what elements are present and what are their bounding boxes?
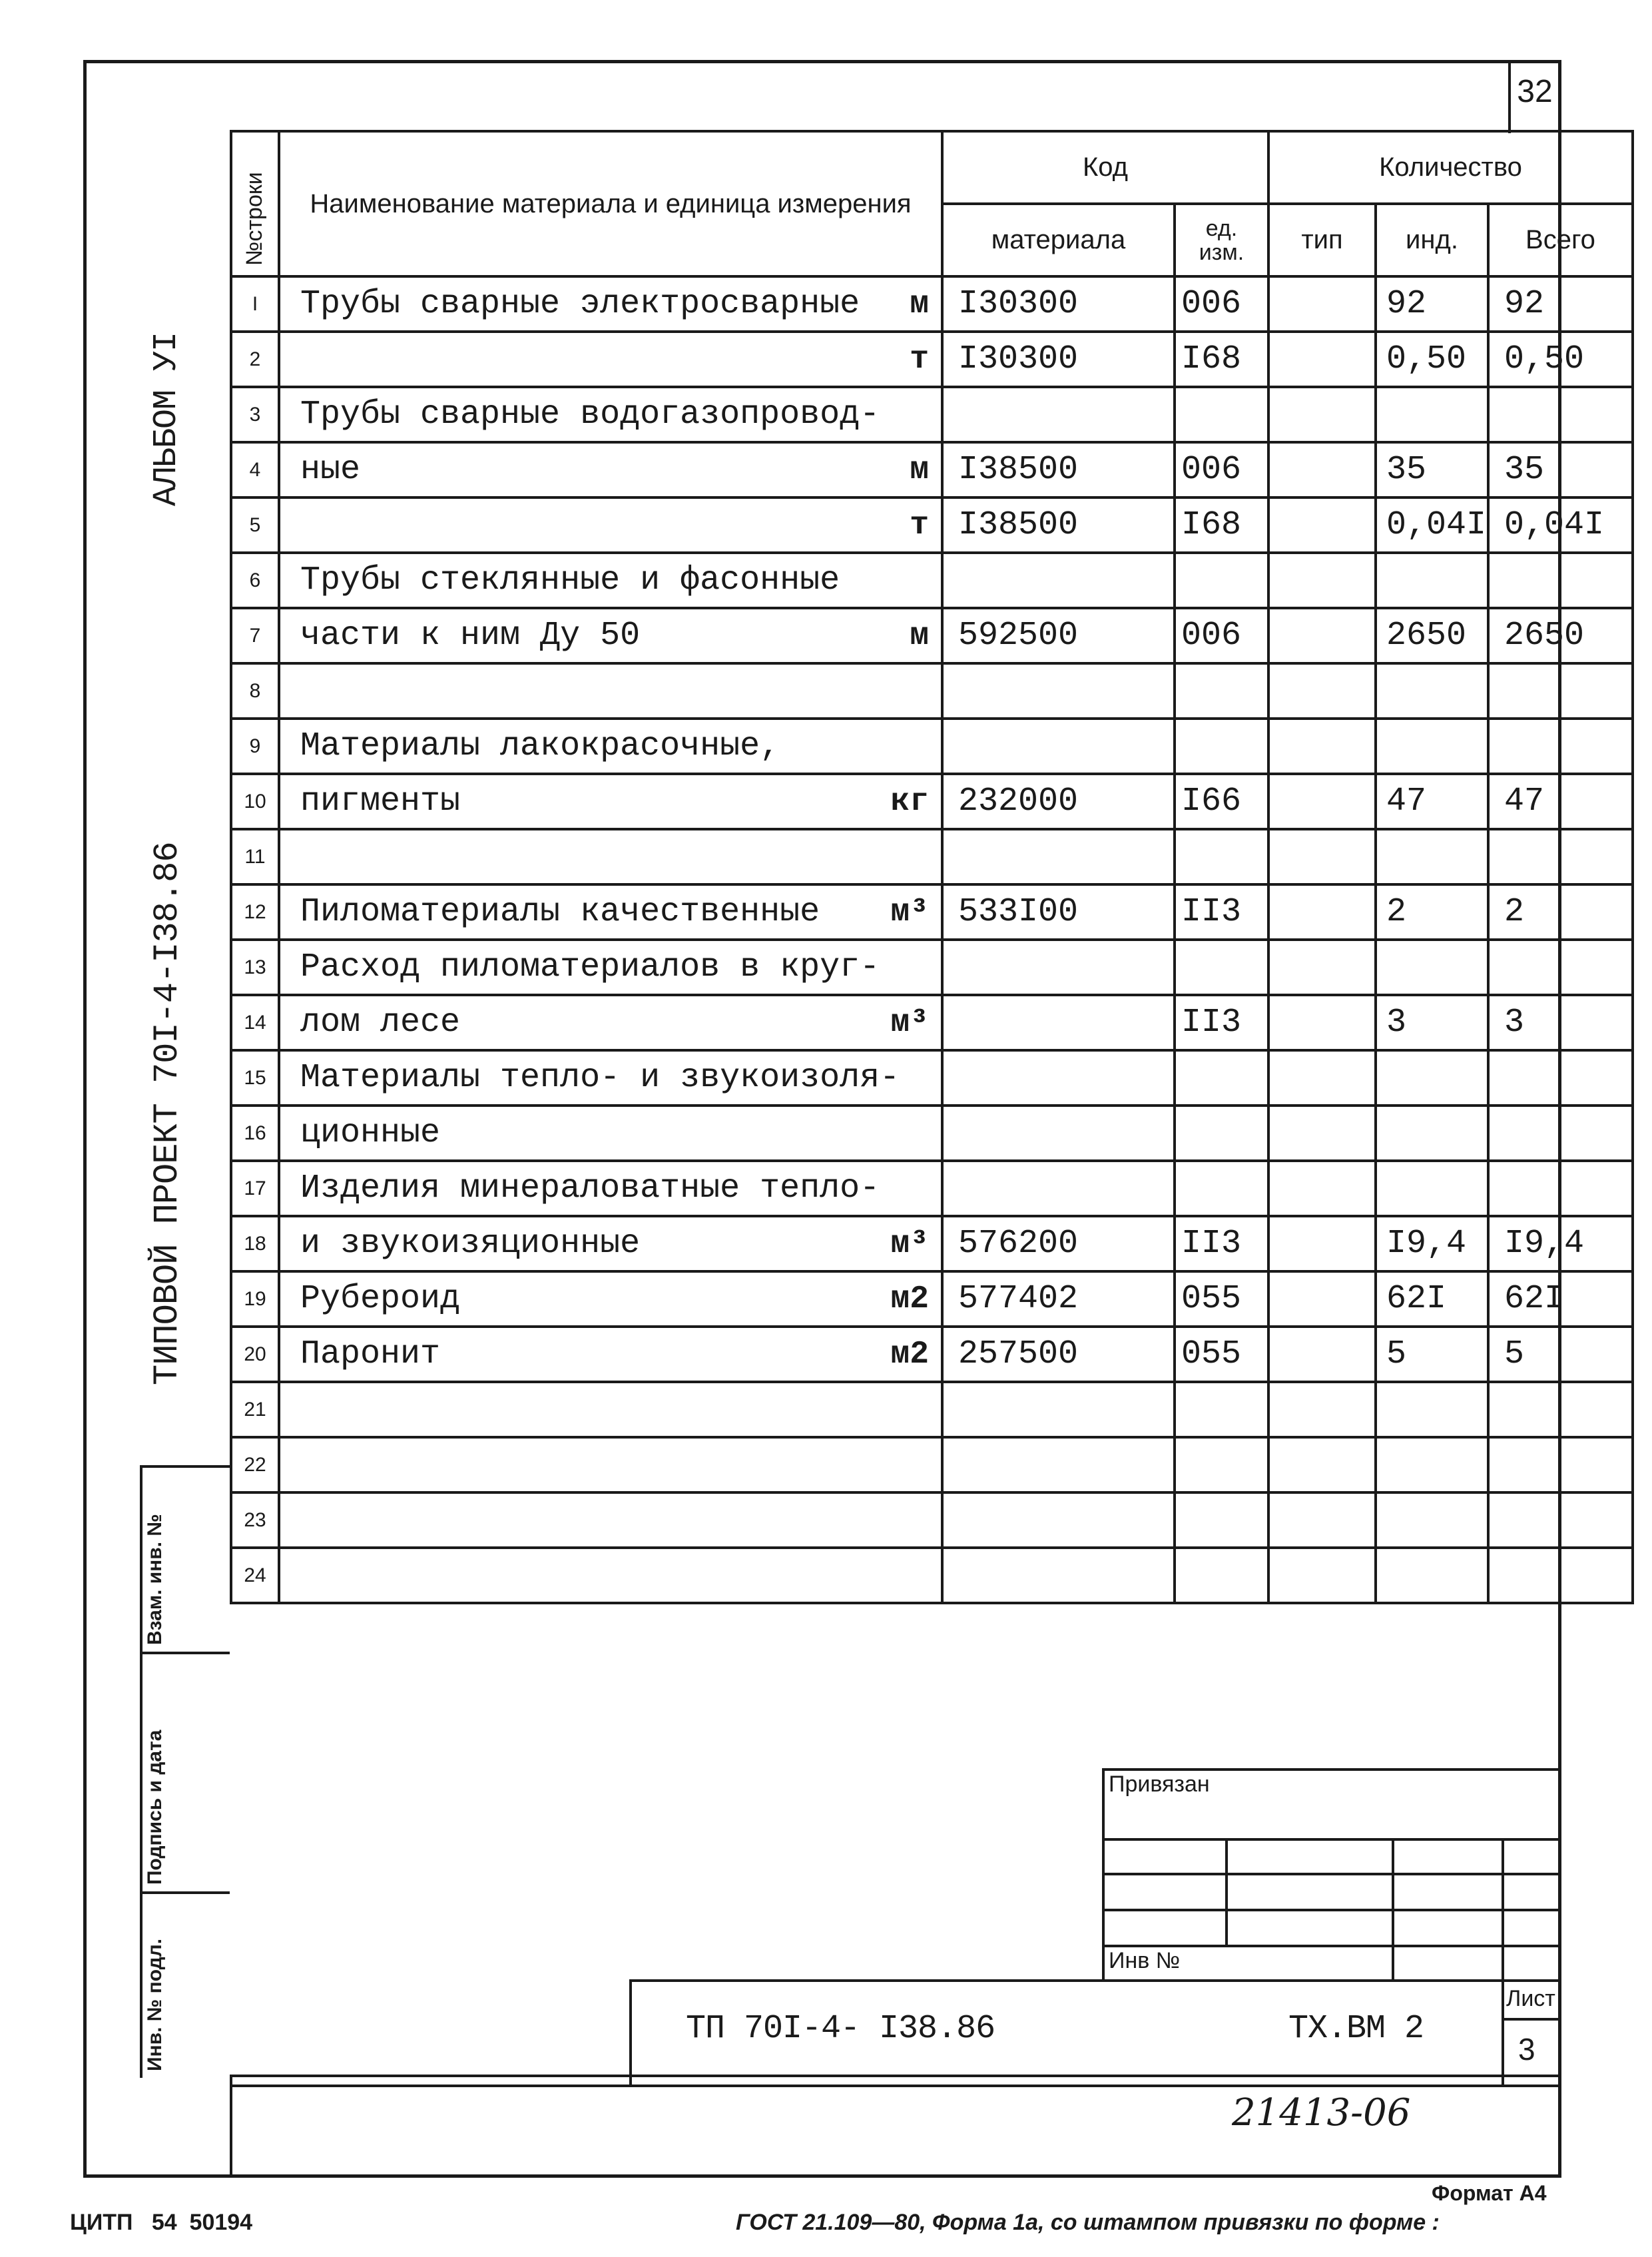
row-ind: 62I <box>1386 1280 1447 1318</box>
row-number: 14 <box>231 995 279 1050</box>
strip-sep2 <box>140 1652 230 1654</box>
row-unit: м <box>910 286 929 322</box>
row-material-code <box>944 672 958 710</box>
row-unit-code: I68 <box>1181 506 1242 544</box>
row-name-cell <box>279 1050 942 1106</box>
table-row <box>231 1437 1633 1492</box>
row-name: Трубы сварные электросварные <box>300 285 860 323</box>
table-row <box>231 1548 1633 1603</box>
row-unit-code: I66 <box>1181 783 1242 820</box>
row-number: 22 <box>231 1437 279 1492</box>
row-name: части к ним Ду 50 <box>300 617 641 655</box>
header-tip: тип <box>1268 204 1376 276</box>
row-unit-code <box>1176 1169 1181 1207</box>
row-name: Трубы сварные водогазопровод- <box>300 396 880 434</box>
row-number: 21 <box>231 1382 279 1437</box>
row-name <box>280 1501 300 1539</box>
row-number: 12 <box>231 884 279 940</box>
table-row <box>231 829 1633 884</box>
row-total: 35 <box>1504 451 1545 489</box>
row-material-code: 577402 <box>958 1280 1079 1318</box>
row-name-cell <box>279 1492 942 1548</box>
row-name-cell <box>279 497 942 553</box>
priv-v2 <box>1392 1838 1394 1981</box>
privyazan-label: Привязан <box>1109 1772 1210 1797</box>
row-ind: 2650 <box>1386 617 1467 655</box>
row-ind <box>1377 1059 1386 1097</box>
row-unit-code <box>1176 948 1181 986</box>
row-ind: 0,50 <box>1386 340 1467 378</box>
row-ind <box>1377 396 1386 434</box>
header-name: Наименование материала и единица измерения <box>279 131 942 276</box>
table-row <box>231 774 1633 829</box>
strip-sep1 <box>140 1465 230 1468</box>
row-name-cell <box>279 829 942 884</box>
row-total <box>1490 948 1504 986</box>
row-total <box>1490 1114 1504 1152</box>
format-label: Формат А4 <box>1432 2181 1547 2205</box>
row-ind: 3 <box>1386 1004 1407 1042</box>
row-material-code <box>944 1169 958 1207</box>
row-unit-code <box>1176 1059 1181 1097</box>
row-unit-code: 006 <box>1181 617 1242 655</box>
stamp-left <box>230 2075 232 2174</box>
frame-bottom <box>83 2174 1561 2178</box>
row-number: 2 <box>231 332 279 387</box>
row-total <box>1490 1391 1504 1429</box>
title-bottom <box>230 2085 1558 2087</box>
row-unit-code <box>1176 561 1181 599</box>
podpis-label: Подпись и дата <box>144 1730 166 1885</box>
materials-table <box>230 130 1634 1604</box>
row-name: Расход пиломатериалов в круг- <box>300 948 880 986</box>
row-material-code: 576200 <box>958 1225 1079 1263</box>
row-unit-code <box>1176 396 1181 434</box>
priv-h1 <box>1102 1838 1558 1841</box>
priv-h3 <box>1102 1909 1558 1911</box>
row-material-code <box>944 1114 958 1152</box>
row-name-cell <box>279 995 942 1050</box>
row-unit-code: II3 <box>1181 1004 1242 1042</box>
row-name-cell <box>279 442 942 497</box>
row-name-cell <box>279 774 942 829</box>
row-ind <box>1377 838 1386 876</box>
header-total: Всего <box>1488 204 1633 276</box>
row-name: пигменты <box>300 783 461 820</box>
row-material-code <box>944 1391 958 1429</box>
table-row <box>231 332 1633 387</box>
row-number: 10 <box>231 774 279 829</box>
row-number: 23 <box>231 1492 279 1548</box>
row-material-code <box>944 1004 958 1042</box>
row-unit-code: 006 <box>1181 451 1242 489</box>
row-name: Материалы тепло- и звукоизоля- <box>300 1059 900 1097</box>
row-unit-code: II3 <box>1181 1225 1242 1263</box>
row-name: Рубероид <box>300 1280 461 1318</box>
table-row <box>231 995 1633 1050</box>
row-ind <box>1377 1391 1386 1429</box>
table-row <box>231 1216 1633 1271</box>
row-ind <box>1377 1114 1386 1152</box>
row-number: 20 <box>231 1327 279 1382</box>
row-total: 92 <box>1504 285 1545 323</box>
row-material-code: I30300 <box>958 285 1079 323</box>
row-name: Пиломатериалы качественные <box>300 893 820 931</box>
row-unit: кг <box>890 783 929 820</box>
row-material-code <box>944 396 958 434</box>
row-material-code <box>944 1556 958 1594</box>
row-material-code: 533I00 <box>958 893 1079 931</box>
row-total: 2650 <box>1504 617 1585 655</box>
priv-top <box>1102 1768 1558 1771</box>
row-unit-code <box>1176 1391 1181 1429</box>
row-name-cell <box>279 1437 942 1492</box>
doc-mark: ТХ.ВМ 2 <box>1288 2010 1424 2048</box>
row-unit: т <box>910 341 929 378</box>
row-name-cell <box>279 1327 942 1382</box>
priv-h4 <box>1102 1945 1558 1947</box>
row-name <box>280 1556 300 1594</box>
row-name: ционные <box>300 1114 441 1152</box>
inv-podl-label: Инв. № подл. <box>144 1938 166 2071</box>
stamp-top <box>230 2075 1558 2077</box>
row-unit-code <box>1176 1501 1181 1539</box>
row-total: 3 <box>1504 1004 1525 1042</box>
row-name-cell <box>279 387 942 442</box>
row-material-code <box>944 1501 958 1539</box>
row-total <box>1490 838 1504 876</box>
row-number: 15 <box>231 1050 279 1106</box>
row-unit-code: II3 <box>1181 893 1242 931</box>
row-ind <box>1377 1556 1386 1594</box>
row-unit: м <box>910 452 929 488</box>
doc-code: ТП 70I-4- I38.86 <box>686 2010 995 2048</box>
row-number: 19 <box>231 1271 279 1327</box>
row-name <box>280 672 300 710</box>
row-name-cell <box>279 1161 942 1216</box>
handwritten-number: 21413-06 <box>1232 2091 1411 2134</box>
row-number: 24 <box>231 1548 279 1603</box>
row-unit-code <box>1176 727 1181 765</box>
row-ind: 92 <box>1386 285 1427 323</box>
project-label: ТИПОВОЙ ПРОЕКТ 70I-4-I38.86 <box>148 842 187 1385</box>
row-total: 47 <box>1504 783 1545 820</box>
table-row <box>231 608 1633 663</box>
frame-left <box>83 60 87 2178</box>
row-unit-code <box>1176 1446 1181 1484</box>
row-total: 5 <box>1504 1335 1525 1373</box>
row-name-cell <box>279 663 942 719</box>
row-name: лом лесе <box>300 1004 461 1042</box>
row-number: 18 <box>231 1216 279 1271</box>
row-number: 3 <box>231 387 279 442</box>
row-unit-code: 055 <box>1181 1280 1242 1318</box>
header-row-number: №строки <box>231 131 279 276</box>
row-name <box>280 1446 300 1484</box>
page-number: 32 <box>1517 74 1553 109</box>
pagebox-left <box>1508 60 1511 133</box>
priv-v3 <box>1502 1838 1504 1981</box>
row-ind <box>1377 1169 1386 1207</box>
row-total <box>1490 672 1504 710</box>
row-unit: м <box>910 617 929 654</box>
row-ind: 2 <box>1386 893 1407 931</box>
row-material-code <box>944 561 958 599</box>
row-material-code: I30300 <box>958 340 1079 378</box>
row-ind: 47 <box>1386 783 1427 820</box>
row-material-code: I38500 <box>958 451 1079 489</box>
row-name <box>280 838 300 876</box>
table-row <box>231 387 1633 442</box>
row-material-code <box>944 948 958 986</box>
row-name: Трубы стеклянные и фасонные <box>300 561 840 599</box>
row-total: 0,50 <box>1504 340 1585 378</box>
row-number: I <box>231 276 279 332</box>
header-material: материала <box>942 204 1175 276</box>
header-quantity: Количество <box>1268 131 1633 204</box>
row-name-cell <box>279 940 942 995</box>
row-unit: т <box>910 507 929 543</box>
row-number: 5 <box>231 497 279 553</box>
inv-no-label: Инв № <box>1109 1948 1181 1973</box>
row-total: 0,04I <box>1504 506 1605 544</box>
row-unit-code: I68 <box>1181 340 1242 378</box>
table-row <box>231 1492 1633 1548</box>
row-material-code: 592500 <box>958 617 1079 655</box>
row-name-cell <box>279 608 942 663</box>
row-total: 62I <box>1504 1280 1565 1318</box>
row-unit-code <box>1176 1114 1181 1152</box>
row-name-cell <box>279 1548 942 1603</box>
header-ind: инд. <box>1376 204 1488 276</box>
table-row <box>231 1382 1633 1437</box>
row-ind: 35 <box>1386 451 1427 489</box>
table-row <box>231 1327 1633 1382</box>
row-ind <box>1377 1446 1386 1484</box>
table-row <box>231 719 1633 774</box>
row-ind <box>1377 948 1386 986</box>
table-row <box>231 497 1633 553</box>
row-number: 16 <box>231 1106 279 1161</box>
row-unit-code: 006 <box>1181 285 1242 323</box>
priv-v1 <box>1225 1838 1228 1945</box>
row-name-cell <box>279 1216 942 1271</box>
row-number: 4 <box>231 442 279 497</box>
row-ind <box>1377 1501 1386 1539</box>
sheet-left <box>1502 1979 1504 2087</box>
row-name <box>280 506 300 544</box>
row-name: Материалы лакокрасочные, <box>300 727 780 765</box>
row-name-cell <box>279 1106 942 1161</box>
row-number: 6 <box>231 553 279 608</box>
table-row <box>231 1050 1633 1106</box>
row-total: 2 <box>1504 893 1525 931</box>
priv-h2 <box>1102 1873 1558 1875</box>
row-ind: I9,4 <box>1386 1225 1467 1263</box>
row-name-cell <box>279 719 942 774</box>
row-total <box>1490 1169 1504 1207</box>
table-row <box>231 442 1633 497</box>
table-row <box>231 663 1633 719</box>
row-total: I9,4 <box>1504 1225 1585 1263</box>
footer-left: ЦИТП 54 50194 <box>70 2210 253 2235</box>
title-left <box>629 1979 632 2087</box>
row-name: ные <box>300 451 361 489</box>
row-name: Паронит <box>300 1335 441 1373</box>
row-total <box>1490 1446 1504 1484</box>
table-row <box>231 553 1633 608</box>
row-number: 17 <box>231 1161 279 1216</box>
row-name <box>280 1391 300 1429</box>
header-row-1 <box>231 131 1633 204</box>
table-row <box>231 940 1633 995</box>
sheet-sep <box>1502 2018 1558 2021</box>
table-row <box>231 1161 1633 1216</box>
row-name-cell <box>279 553 942 608</box>
row-number: 11 <box>231 829 279 884</box>
row-name-cell <box>279 1382 942 1437</box>
row-number: 8 <box>231 663 279 719</box>
row-ind: 5 <box>1386 1335 1407 1373</box>
row-name: Изделия минераловатные тепло- <box>300 1169 880 1207</box>
strip-sep3 <box>140 1891 230 1894</box>
row-number: 13 <box>231 940 279 995</box>
row-material-code <box>944 727 958 765</box>
row-ind <box>1377 727 1386 765</box>
row-material-code: 232000 <box>958 783 1079 820</box>
row-name: и звукоизяционные <box>300 1225 641 1263</box>
row-name-cell <box>279 332 942 387</box>
title-top <box>629 1979 1558 1982</box>
row-name-cell <box>279 1271 942 1327</box>
row-total <box>1490 1556 1504 1594</box>
frame-top <box>83 60 1561 63</box>
row-unit: м³ <box>890 894 929 930</box>
row-unit: м³ <box>890 1225 929 1262</box>
row-number: 7 <box>231 608 279 663</box>
row-name <box>280 340 300 378</box>
row-material-code: I38500 <box>958 506 1079 544</box>
row-unit-code <box>1176 1556 1181 1594</box>
table-row <box>231 1271 1633 1327</box>
row-ind: 0,04I <box>1386 506 1487 544</box>
row-ind <box>1377 561 1386 599</box>
row-unit-code: 055 <box>1181 1335 1242 1373</box>
row-total <box>1490 396 1504 434</box>
row-material-code <box>944 838 958 876</box>
table-row <box>231 276 1633 332</box>
sheet-number: 3 <box>1518 2032 1535 2067</box>
row-unit-code <box>1176 838 1181 876</box>
row-material-code: 257500 <box>958 1335 1079 1373</box>
row-total <box>1490 727 1504 765</box>
header-unit: ед. изм. <box>1175 204 1268 276</box>
row-ind <box>1377 672 1386 710</box>
row-total <box>1490 1501 1504 1539</box>
row-total <box>1490 1059 1504 1097</box>
row-total <box>1490 561 1504 599</box>
row-unit-code <box>1176 672 1181 710</box>
header-code: Код <box>942 131 1268 204</box>
strip-left <box>140 1465 142 2078</box>
row-number: 9 <box>231 719 279 774</box>
row-material-code <box>944 1446 958 1484</box>
footer-gost: ГОСТ 21.109—80, Форма 1а, со штампом привязки по форме : <box>736 2210 1440 2235</box>
row-material-code <box>944 1059 958 1097</box>
table-row <box>231 1106 1633 1161</box>
album-label: АЛЬБОМ УІ <box>148 332 186 506</box>
table-row <box>231 884 1633 940</box>
row-name-cell <box>279 884 942 940</box>
row-unit: м2 <box>890 1336 929 1373</box>
row-name-cell <box>279 276 942 332</box>
row-unit: м³ <box>890 1004 929 1041</box>
vzam-label: Взам. инв. № <box>144 1514 166 1645</box>
sheet-label: Лист <box>1506 1986 1555 2011</box>
row-unit: м2 <box>890 1281 929 1317</box>
